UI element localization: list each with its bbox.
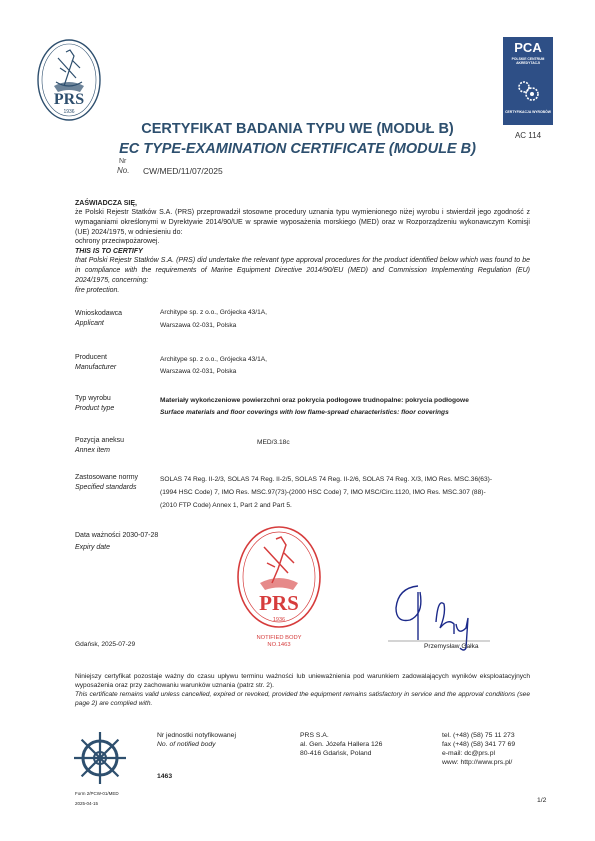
certify-scope-en: fire protection. <box>75 287 120 294</box>
gears-icon <box>516 79 540 103</box>
company-email: e-mail: dc@prs.pl <box>442 750 495 757</box>
pca-cert-label: CERTYFIKACJA WYROBÓW <box>505 110 551 114</box>
signatory-name: Przemysław Gałka <box>424 643 479 650</box>
pca-subtitle: POLSKIE CENTRUM AKREDYTACJI <box>511 57 545 65</box>
standards-label-pl: Zastosowane normy <box>75 474 139 481</box>
prs-notified-body-stamp <box>234 525 324 650</box>
stamp-notified-body: NOTIFIED BODY <box>256 635 302 641</box>
manufacturer-label-pl: Producent <box>75 354 107 361</box>
stamp-year: 1936 <box>272 617 286 623</box>
prs-logo-year: 1936 <box>63 109 75 115</box>
form-code: Form 2/PCW-01/MED <box>75 791 119 796</box>
product-type-label-en: Product type <box>75 405 115 412</box>
manufacturer-address-line2: Warszawa 02-031, Polska <box>160 368 237 375</box>
notified-body-label-en: No. of notified body <box>157 741 216 748</box>
certify-heading-en: THIS IS TO CERTIFY <box>75 248 143 255</box>
no-label: No. <box>117 166 130 175</box>
accreditation-number: AC 114 <box>514 131 542 140</box>
title-polish: CERTYFIKAT BADANIA TYPU WE (MODUŁ B) <box>141 121 454 137</box>
company-website: www: http://www.prs.pl/ <box>442 759 513 766</box>
notified-body-number: 1463 <box>157 773 173 780</box>
stamp-number: NO.1463 <box>267 642 291 648</box>
company-street: al. Gen. Józefa Hallera 126 <box>300 741 383 748</box>
manufacturer-address-line1: Architype sp. z o.o., Grójecka 43/1A, <box>160 356 268 363</box>
title-english: EC TYPE-EXAMINATION CERTIFICATE (MODULE B) <box>119 141 476 157</box>
standards-line1: SOLAS 74 Reg. II-2/3, SOLAS 74 Reg. II-2/5, SOLAS 74 Reg. II-2/6, SOLAS 74 Reg. X/3, IMO Res. MSC.36(63)- <box>160 476 493 483</box>
certify-heading-pl: ZAŚWIADCZA SIĘ, <box>75 200 137 207</box>
page-number: 1/2 <box>537 797 547 804</box>
certify-scope-pl: ochrony przeciwpożarowej. <box>75 238 160 245</box>
validity-statement-en: This certificate remains valid unless cancelled, expired or revoked, provided the equipment remains satisfactory in service and the approval conditions (see page 2) are complied with. <box>75 691 530 707</box>
validity-statement-pl: Niniejszy certyfikat pozostaje ważny do czasu upływu terminu ważności lub unieważnienia pod warunkiem zadowalających wyników eksploatacyjnych wyposażenia oraz przy zachowaniu warunków uznania (patrz str. 2). <box>75 673 530 689</box>
place-and-date: Gdańsk, 2025-07-29 <box>75 641 136 648</box>
expiry-label-pl: Data ważności 2030-07-28 <box>75 532 159 539</box>
company-city: 80-416 Gdańsk, Poland <box>300 750 372 757</box>
standards-line3: (2010 FTP Code) Annex 1, Part 2 and Part 5. <box>160 502 292 509</box>
product-type-value-pl: Materiały wykończeniowe powierzchni oraz pokrycia podłogowe trudnopalne: pokrycia podłogowe <box>160 397 469 404</box>
product-type-value-en: Surface materials and floor coverings with low flame-spread characteristics: floor coverings <box>160 409 449 416</box>
company-tel: tel. (+48) (58) 75 11 273 <box>442 732 515 739</box>
applicant-address-line2: Warszawa 02-031, Polska <box>160 322 237 329</box>
pca-badge <box>503 37 553 125</box>
prs-logo <box>36 38 102 122</box>
stamp-text: PRS <box>259 591 299 615</box>
company-fax: fax (+48) (58) 341 77 69 <box>442 741 516 748</box>
company-name: PRS S.A. <box>300 732 329 739</box>
nr-label: Nr <box>119 158 127 165</box>
notified-body-label-pl: Nr jednostki notyfikowanej <box>157 732 236 739</box>
prs-logo-text: PRS <box>53 91 85 108</box>
applicant-label-en: Applicant <box>75 320 104 327</box>
applicant-address-line1: Architype sp. z o.o., Grójecka 43/1A, <box>160 309 268 316</box>
annex-item-label-pl: Pozycja aneksu <box>75 437 125 444</box>
ship-wheel-icon <box>72 730 128 786</box>
certify-text-en: that Polski Rejestr Statków S.A. (PRS) did undertake the relevant type approval procedures for the product identified below which was found to be in compliance with the requirements of Marine Equipment Directive 2014/90/EU (MED) and Commission Implementing Regulation (EU) 2024/1975, concerning: <box>75 257 530 284</box>
expiry-label-en: Expiry date <box>75 544 111 551</box>
manufacturer-label-en: Manufacturer <box>75 364 117 371</box>
standards-line2: (1994 HSC Code) 7, IMO Res. MSC.97(73)-(2000 HSC Code) 7, IMO MSC/Circ.1120, IMO Res. MSC.307 (88)- <box>160 489 486 496</box>
annex-item-label-en: Annex item <box>75 447 111 454</box>
pca-logo-text: PCA <box>514 40 542 55</box>
certificate-number: CW/MED/11/07/2025 <box>143 166 223 176</box>
product-type-label-pl: Typ wyrobu <box>75 395 111 402</box>
certify-text-pl: że Polski Rejestr Statków S.A. (PRS) przeprowadził stosowne procedury uznania typu wymienionego niżej wyrobu i stwierdził jego zgodność z wymaganiami określonymi w Dyrektywie 2014/90/UE w sprawie wyposażenia morskiego (MED) oraz w Rozporządzeniu wykonawczym Komisji (UE) 2024/1975, w odniesieniu do: <box>75 209 530 236</box>
standards-label-en: Specified standards <box>75 484 137 491</box>
annex-item-value: MED/3.18c <box>257 439 290 446</box>
applicant-label-pl: Wnioskodawca <box>75 310 123 317</box>
form-date: 2025-04-15 <box>75 801 99 806</box>
